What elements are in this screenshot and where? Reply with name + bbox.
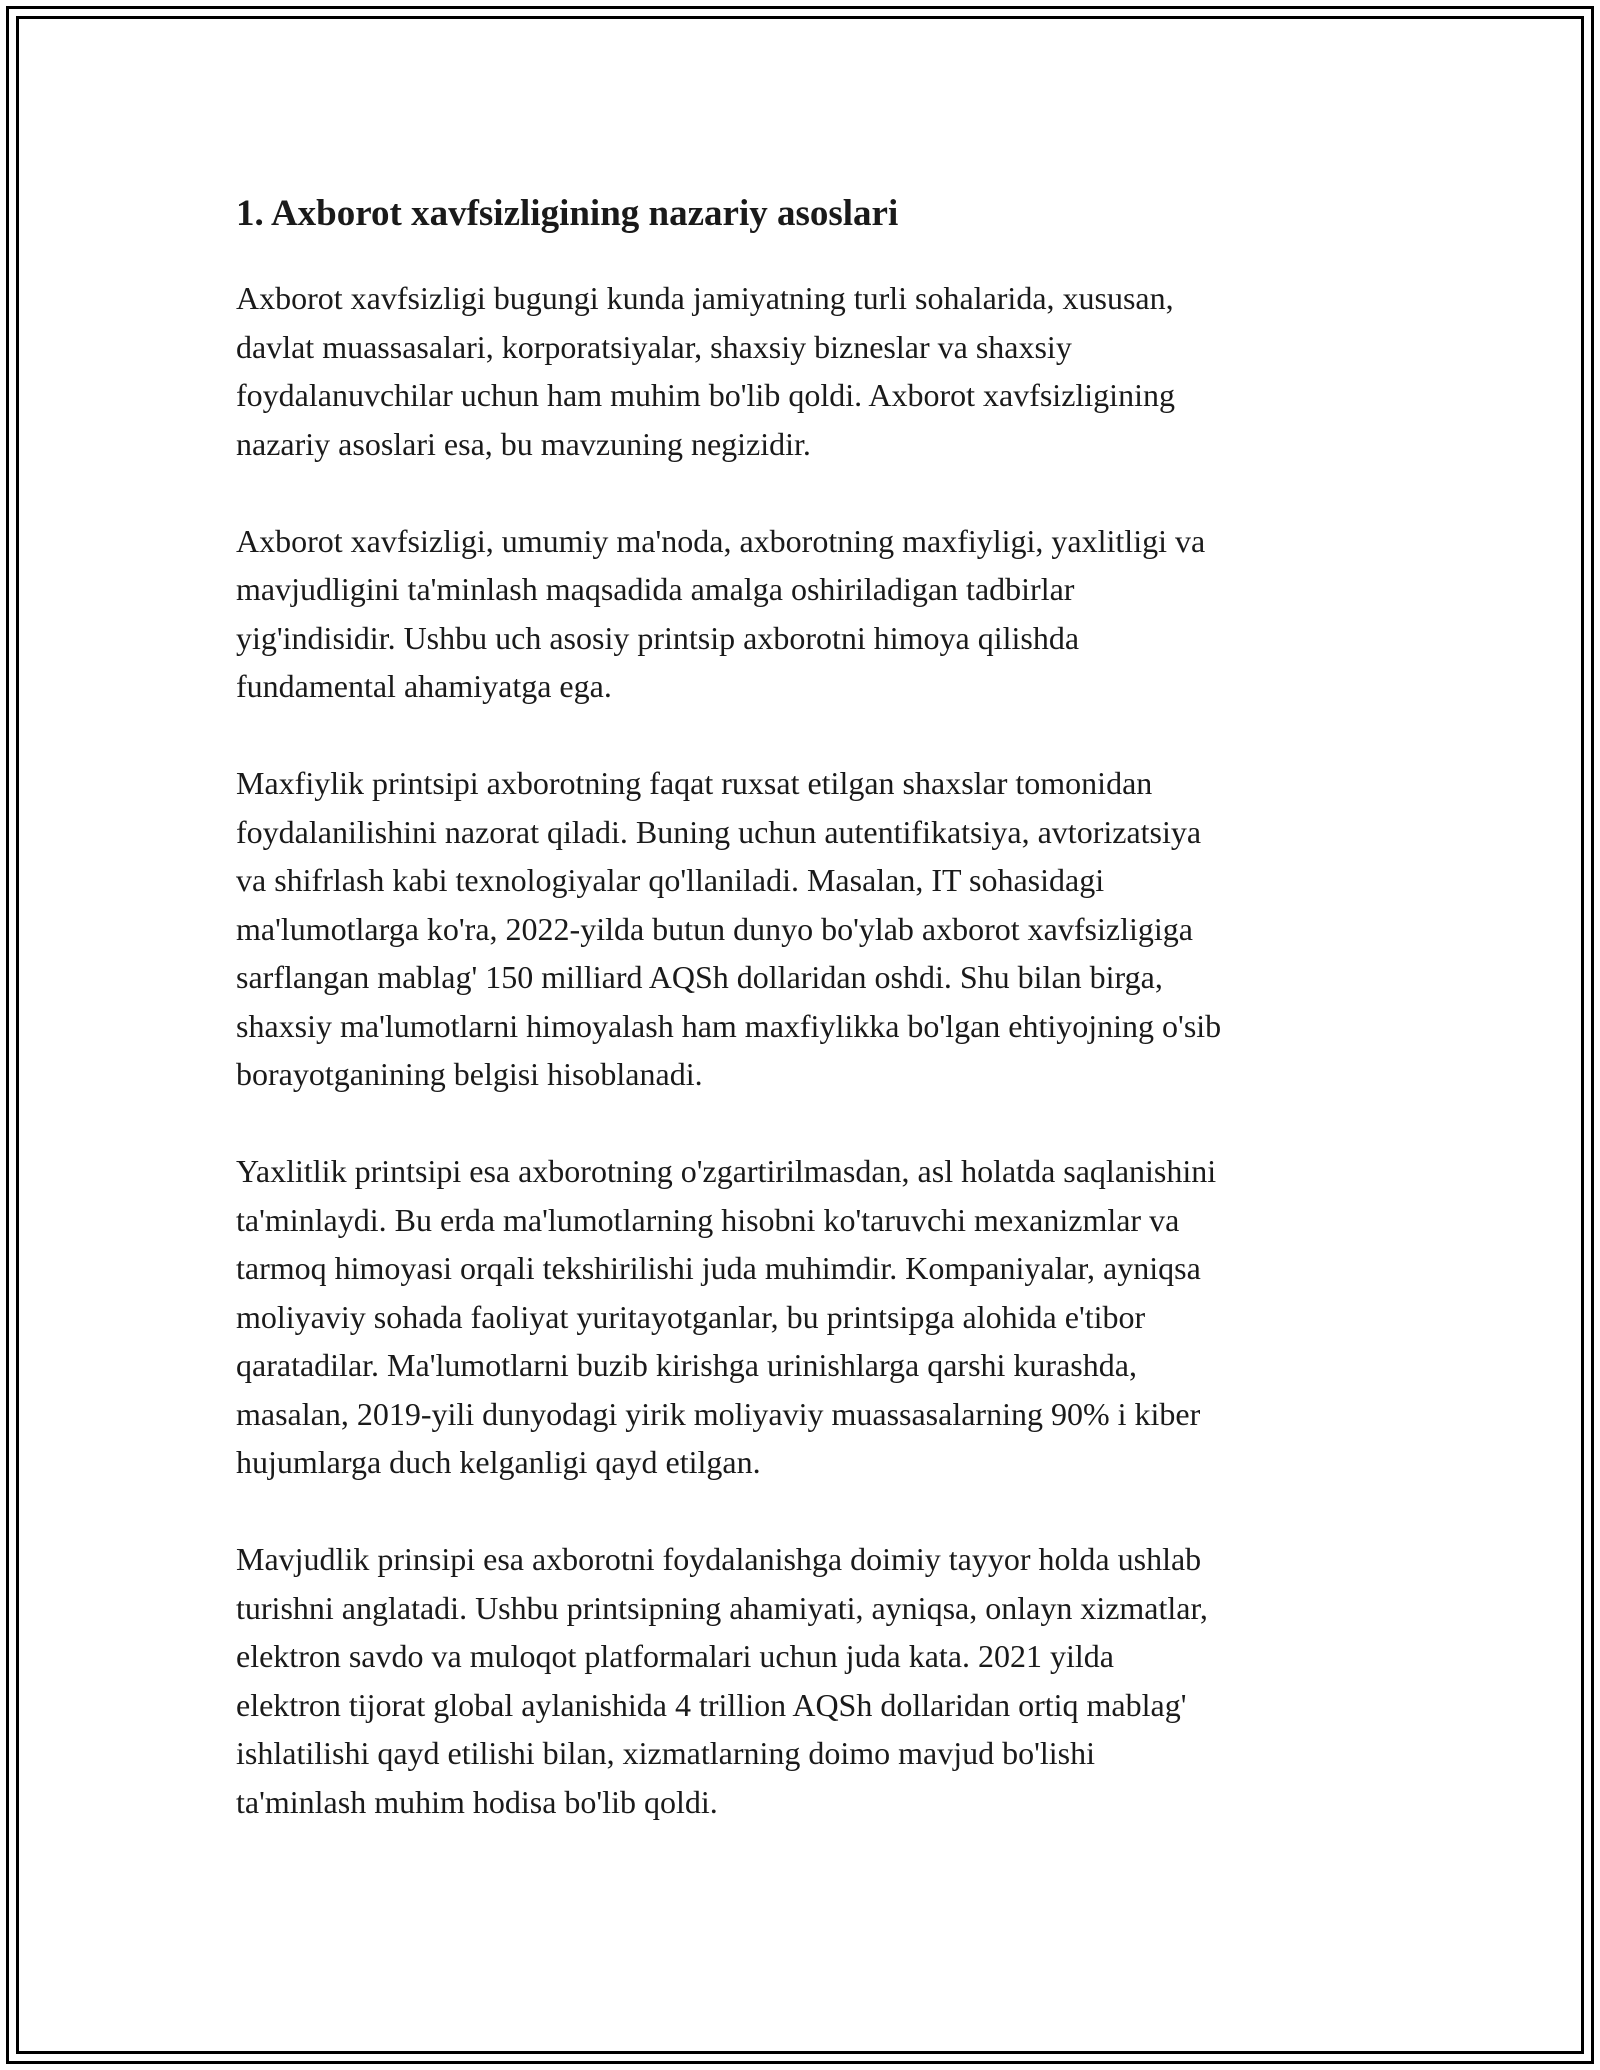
- paragraph-line: foydalanilishini nazorat qiladi. Buning uchun autentifikatsiya, avtorizatsiya: [236, 813, 1202, 850]
- paragraph: [236, 1147, 1386, 1487]
- paragraph-line: Axborot xavfsizligi, umumiy ma'noda, axborotning maxfiyligi, yaxlitligi va: [236, 522, 1206, 559]
- paragraph-line: qaratadilar. Ma'lumotlarni buzib kirishga urinishlarga qarshi kurashda,: [236, 1347, 1137, 1383]
- paragraph-line: foydalanuvchilar uchun ham muhim bo'lib qoldi. Axborot xavfsizligining: [236, 377, 1175, 413]
- paragraph-line: ishlatilishi qayd etilishi bilan, xizmatlarning doimo mavjud bo'lishi: [236, 1735, 1096, 1771]
- paragraph-line: ta'minlaydi. Bu erda ma'lumotlarning hisobni ko'taruvchi mexanizmlar va: [236, 1201, 1180, 1238]
- paragraph-line: elektron savdo va muloqot platformalari uchun juda kata. 2021 yilda: [236, 1638, 1114, 1674]
- paragraph: [236, 517, 1386, 711]
- paragraph-line: masalan, 2019-yili dunyodagi yirik moliyaviy muassasalarning 90% i kiber: [236, 1395, 1201, 1432]
- paragraph-line: nazariy asoslari esa, bu mavzuning negizidir.: [236, 425, 811, 462]
- paragraph-line: turishni anglatadi. Ushbu printsipning ahamiyati, ayniqsa, onlayn xizmatlar,: [236, 1589, 1208, 1626]
- paragraph-line: borayotganining belgisi hisoblanadi.: [236, 1056, 703, 1092]
- paragraph: [236, 1535, 1386, 1826]
- paragraph-line: ta'minlash muhim hodisa bo'lib qoldi.: [236, 1783, 718, 1820]
- paragraph-line: Maxfiylik printsipi axborotning faqat ruxsat etilgan shaxslar tomonidan: [236, 765, 1153, 801]
- paragraph-line: mavjudligini ta'minlash maqsadida amalga oshiriladigan tadbirlar: [236, 571, 1075, 607]
- document-body: [236, 184, 1386, 1875]
- paragraph-line: yig'indisidir. Ushbu uch asosiy printsip axborotni himoya qilishda: [236, 619, 1080, 656]
- paragraph-line: sarflangan mablag' 150 milliard AQSh dollaridan oshdi. Shu bilan birga,: [236, 959, 1163, 995]
- paragraph-line: tarmoq himoyasi orqali tekshirilishi juda muhimdir. Kompaniyalar, ayniqsa: [236, 1250, 1201, 1286]
- paragraph-line: davlat muassasalari, korporatsiyalar, shaxsiy bizneslar va shaxsiy: [236, 328, 1072, 365]
- section-title: 1. Axborot xavfsizligining nazariy asoslari: [236, 193, 899, 234]
- paragraph-line: Yaxlitlik printsipi esa axborotning o'zgartirilmasdan, asl holatda saqlanishini: [236, 1153, 1217, 1189]
- paragraph-line: shaxsiy ma'lumotlarni himoyalash ham maxfiylikka bo'lgan ehtiyojning o'sib: [236, 1007, 1222, 1044]
- paragraph-line: Mavjudlik prinsipi esa axborotni foydalanishga doimiy tayyor holda ushlab: [236, 1541, 1202, 1577]
- paragraph-line: fundamental ahamiyatga ega.: [236, 668, 612, 704]
- paragraph-line: va shifrlash kabi texnologiyalar qo'llaniladi. Masalan, IT sohasidagi: [236, 862, 1105, 898]
- paragraph-line: hujumlarga duch kelganligi qayd etilgan.: [236, 1444, 761, 1480]
- paragraph: [236, 274, 1386, 468]
- paragraph-list: [236, 274, 1386, 1826]
- paragraph-line: Axborot xavfsizligi bugungi kunda jamiyatning turli sohalarida, xususan,: [236, 280, 1174, 316]
- paragraph: [236, 759, 1386, 1099]
- paragraph-line: elektron tijorat global aylanishida 4 trillion AQSh dollaridan ortiq mablag': [236, 1686, 1187, 1723]
- paragraph-line: moliyaviy sohada faoliyat yuritayotganlar, bu printsipga alohida e'tibor: [236, 1298, 1146, 1335]
- paragraph-line: ma'lumotlarga ko'ra, 2022-yilda butun dunyo bo'ylab axborot xavfsizligiga: [236, 910, 1193, 947]
